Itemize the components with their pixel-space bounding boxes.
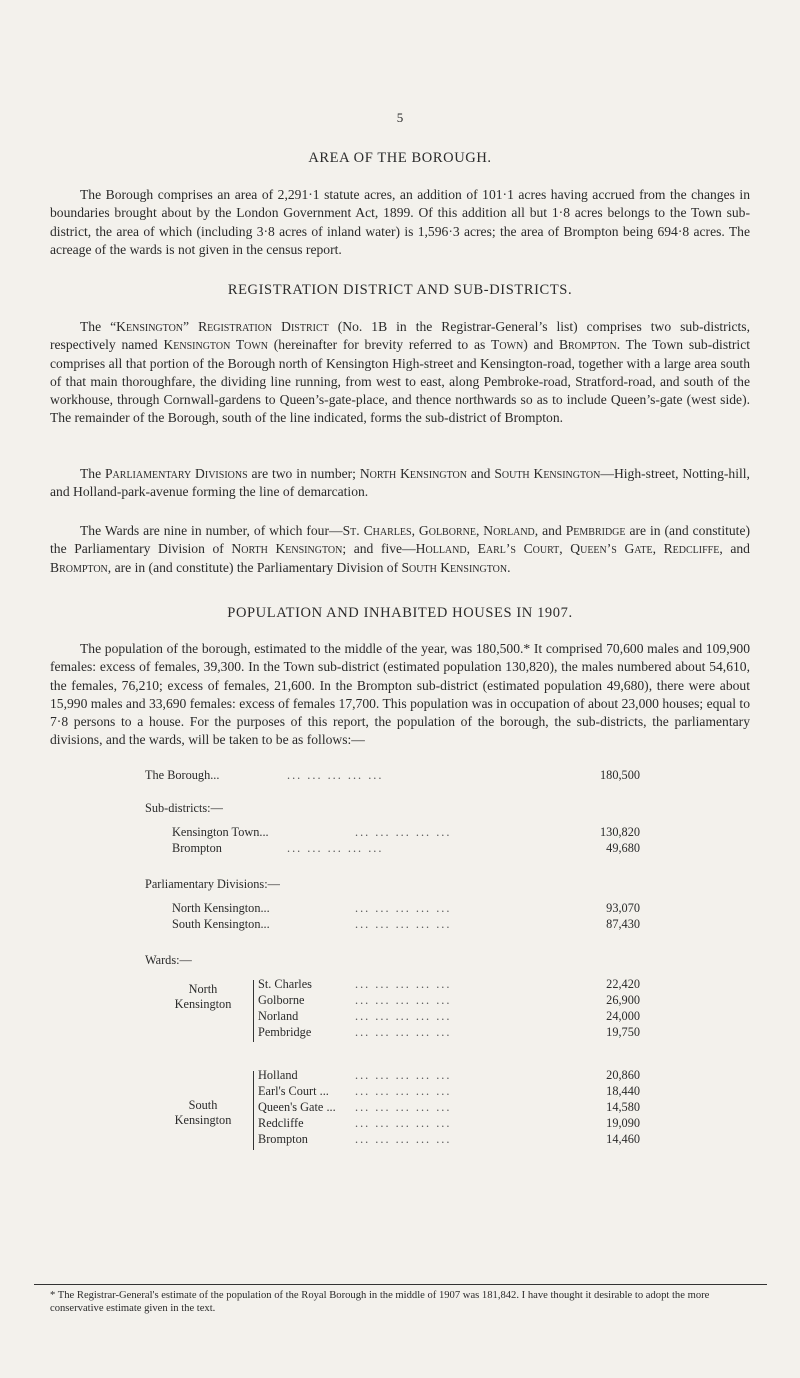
ward-value: 19,090 bbox=[606, 1116, 640, 1130]
parliamentary-label: North Kensington... bbox=[172, 901, 270, 915]
ward-label: Redcliffe bbox=[258, 1116, 304, 1130]
footnote: * The Registrar-General's estimate of the population of the Royal Borough in the middle of 1907 was 181,842. I have thought it desirable to adopt the more conservative estimate given in the text. bbox=[50, 1290, 710, 1314]
ward-value: 26,900 bbox=[606, 993, 640, 1007]
leader-dots: ... ... ... ... ... bbox=[355, 1068, 452, 1082]
population-heading: POPULATION AND INHABITED HOUSES IN 1907. bbox=[227, 605, 573, 621]
ward-value: 18,440 bbox=[606, 1084, 640, 1098]
parliamentary-label: South Kensington... bbox=[172, 917, 270, 931]
ward-label: Brompton bbox=[258, 1132, 308, 1146]
borough-value: 180,500 bbox=[600, 768, 640, 782]
ward-label: St. Charles bbox=[258, 977, 312, 991]
leader-dots: ... ... ... ... ... bbox=[355, 1116, 452, 1130]
subdistrict-label: Brompton bbox=[172, 841, 222, 855]
leader-dots: ... ... ... ... ... bbox=[355, 825, 452, 839]
registration-paragraph-1: The “Kensington” Registration District (No. 1B in the Registrar-General’s list) comprises two sub-districts, respectively named Kensington Town (hereinafter for brevity referred to as Town) and Brompton. The Town sub-district comprises all that portion of the Borough north of Kensington High-street and Kensington-road, together with a large area south of that main thoroughfare, the dividing line running, from west to east, along Pembroke-road, Stratford-road, and south of the workhouse, through Cornwall-gardens to Queen’s-gate-place, and thence northwards so as to include Queen’s-gate (west side). The remainder of the Borough, south of the line indicated, forms the sub-district of Brompton. bbox=[50, 319, 751, 426]
leader-dots: ... ... ... ... ... bbox=[355, 901, 452, 915]
leader-dots: ... ... ... ... ... bbox=[355, 1025, 452, 1039]
page-number: 5 bbox=[396, 110, 404, 125]
footnote-rule bbox=[34, 1284, 767, 1285]
ward-label: Holland bbox=[258, 1068, 298, 1082]
ward-value: 14,460 bbox=[606, 1132, 640, 1146]
registration-paragraph-3: The Wards are nine in number, of which four—St. Charles, Golborne, Norland, and Pembridge are in (and constitute) the Parliamentary Division of North Kensington; and five—Holland, Earl’s Court, Queen’s Gate, Redcliffe, and Brompton, are in (and constitute) the Parliamentary Division of South Kensington. bbox=[50, 523, 751, 575]
ward-label: Norland bbox=[258, 1009, 299, 1023]
subdistrict-label: Kensington Town... bbox=[172, 825, 269, 839]
ward-value: 14,580 bbox=[606, 1100, 640, 1114]
ward-value: 20,860 bbox=[606, 1068, 640, 1082]
leader-dots: ... ... ... ... ... bbox=[355, 977, 452, 991]
leader-dots: ... ... ... ... ... bbox=[355, 917, 452, 931]
borough-label: The Borough... bbox=[145, 768, 220, 782]
area-heading: AREA OF THE BOROUGH. bbox=[308, 150, 492, 166]
ward-label: Golborne bbox=[258, 993, 305, 1007]
leader-dots: ... ... ... ... ... bbox=[355, 993, 452, 1007]
registration-paragraph-2: The Parliamentary Divisions are two in number; North Kensington and South Kensington—High-street, Notting-hill, and Holland-park-avenue forming the line of demarcation. bbox=[50, 466, 750, 500]
leader-dots: ... ... ... ... ... bbox=[355, 1009, 452, 1023]
ward-value: 19,750 bbox=[606, 1025, 640, 1039]
leader-dots: ... ... ... ... ... bbox=[355, 1084, 452, 1098]
registration-heading: REGISTRATION DISTRICT AND SUB-DISTRICTS. bbox=[227, 282, 573, 298]
ward-value: 24,000 bbox=[606, 1009, 640, 1023]
leader-dots: ... ... ... ... ... bbox=[287, 768, 384, 782]
parliamentary-heading: Parliamentary Divisions:— bbox=[145, 877, 280, 891]
ward-label: Earl's Court ... bbox=[258, 1084, 329, 1098]
south-kensington-group-label: South Kensington bbox=[174, 1098, 232, 1127]
ward-label: Pembridge bbox=[258, 1025, 312, 1039]
area-paragraph: The Borough comprises an area of 2,291·1 statute acres, an addition of 101·1 acres having accrued from the changes in boundaries brought about by the London Government Act, 1899. Of this addition all but 1·8 acres belongs to the Town sub-district, the area of which (including 3·8 acres of inland water) is 1,596·3 acres; the area of Brompton being 694·8 acres. The acreage of the wards is not given in the census report. bbox=[50, 187, 750, 257]
parliamentary-value: 87,430 bbox=[606, 917, 640, 931]
subdistrict-value: 49,680 bbox=[606, 841, 640, 855]
ward-label: Queen's Gate ... bbox=[258, 1100, 336, 1114]
leader-dots: ... ... ... ... ... bbox=[287, 841, 384, 855]
north-kensington-group-label: North Kensington bbox=[174, 982, 232, 1011]
wards-heading: Wards:— bbox=[145, 953, 192, 967]
leader-dots: ... ... ... ... ... bbox=[355, 1132, 452, 1146]
parliamentary-value: 93,070 bbox=[606, 901, 640, 915]
population-paragraph: The population of the borough, estimated to the middle of the year, was 180,500.* It comprised 70,600 males and 109,900 females: excess of females, 39,300. In the Town sub-district (estimated population 130,820), the males numbered about 54,610, the females, 76,210; excess of females, 21,600. In the Brompton sub-district (estimated population 49,680), there were about 15,990 males and 33,690 females: excess of females 17,700. This population was in occupation of about 23,000 houses; equal to 7·8 persons to a house. For the purposes of this report, the population of the borough, the sub-districts, the parliamentary divisions, and the wards, will be taken to be as follows:— bbox=[50, 641, 750, 748]
leader-dots: ... ... ... ... ... bbox=[355, 1100, 452, 1114]
subdistrict-value: 130,820 bbox=[600, 825, 640, 839]
subdistricts-heading: Sub-districts:— bbox=[145, 801, 223, 815]
ward-value: 22,420 bbox=[606, 977, 640, 991]
